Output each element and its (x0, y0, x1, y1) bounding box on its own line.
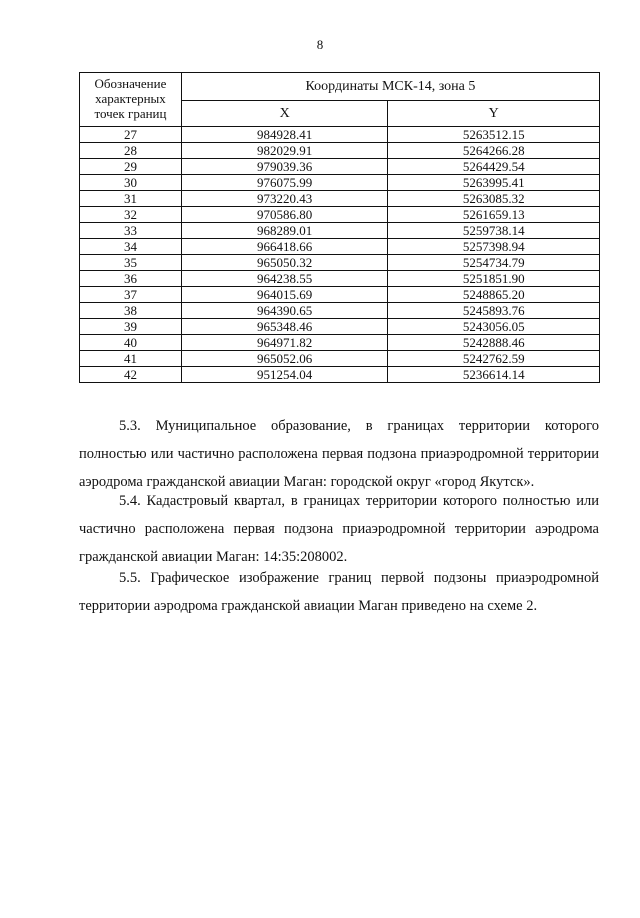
y-coordinate-cell: 5261659.13 (388, 207, 600, 223)
coordinates-table (79, 72, 600, 383)
y-coordinate-cell: 5263085.32 (388, 191, 600, 207)
paragraph-5-4: 5.4. Кадастровый квартал, в границах территории которого полностью или частично расположена первая подзона приаэродромной территории аэродрома гражданской авиации Маган: 14:35:208002. (79, 493, 599, 565)
point-number-cell: 39 (80, 319, 182, 335)
x-coordinate-cell: 970586.80 (181, 207, 388, 223)
point-number-cell: 34 (80, 239, 182, 255)
table-row (80, 319, 600, 335)
table-row (80, 239, 600, 255)
x-coordinate-cell: 968289.01 (181, 223, 388, 239)
point-number-cell: 31 (80, 191, 182, 207)
point-number-cell: 27 (80, 127, 182, 143)
table-row (80, 127, 600, 143)
y-coordinate-cell: 5242762.59 (388, 351, 600, 367)
header-y: Y (388, 101, 600, 127)
point-number-cell: 33 (80, 223, 182, 239)
y-coordinate-cell: 5264429.54 (388, 159, 600, 175)
y-coordinate-cell: 5243056.05 (388, 319, 600, 335)
table-row (80, 159, 600, 175)
table-row (80, 303, 600, 319)
paragraph-5-3: 5.3. Муниципальное образование, в границах территории которого полностью или частично расположена первая подзона приаэродромной территории аэродрома гражданской авиации Маган: городской округ «город Якутск». (79, 418, 599, 490)
header-coordinates: Координаты МСК-14, зона 5 (181, 73, 599, 101)
point-number-cell: 42 (80, 367, 182, 383)
x-coordinate-cell: 951254.04 (181, 367, 388, 383)
point-number-cell: 29 (80, 159, 182, 175)
header-x: X (181, 101, 388, 127)
x-coordinate-cell: 984928.41 (181, 127, 388, 143)
table-row (80, 191, 600, 207)
table-row (80, 175, 600, 191)
x-coordinate-cell: 976075.99 (181, 175, 388, 191)
table-body (80, 127, 600, 383)
x-coordinate-cell: 964015.69 (181, 287, 388, 303)
y-coordinate-cell: 5251851.90 (388, 271, 600, 287)
y-coordinate-cell: 5257398.94 (388, 239, 600, 255)
x-coordinate-cell: 966418.66 (181, 239, 388, 255)
table-row (80, 287, 600, 303)
table-row (80, 207, 600, 223)
x-coordinate-cell: 965052.06 (181, 351, 388, 367)
page-number: 8 (316, 37, 324, 52)
point-number-cell: 32 (80, 207, 182, 223)
point-number-cell: 37 (80, 287, 182, 303)
x-coordinate-cell: 965050.32 (181, 255, 388, 271)
table-row (80, 351, 600, 367)
header-designation: Обозначение характерных точек границ (80, 73, 182, 127)
point-number-cell: 38 (80, 303, 182, 319)
y-coordinate-cell: 5264266.28 (388, 143, 600, 159)
x-coordinate-cell: 964390.65 (181, 303, 388, 319)
y-coordinate-cell: 5248865.20 (388, 287, 600, 303)
table-row (80, 223, 600, 239)
x-coordinate-cell: 973220.43 (181, 191, 388, 207)
table-row (80, 335, 600, 351)
x-coordinate-cell: 965348.46 (181, 319, 388, 335)
y-coordinate-cell: 5263512.15 (388, 127, 600, 143)
y-coordinate-cell: 5259738.14 (388, 223, 600, 239)
point-number-cell: 35 (80, 255, 182, 271)
y-coordinate-cell: 5242888.46 (388, 335, 600, 351)
x-coordinate-cell: 982029.91 (181, 143, 388, 159)
x-coordinate-cell: 964971.82 (181, 335, 388, 351)
table-row (80, 143, 600, 159)
x-coordinate-cell: 964238.55 (181, 271, 388, 287)
table-row (80, 255, 600, 271)
point-number-cell: 36 (80, 271, 182, 287)
table-row (80, 367, 600, 383)
point-number-cell: 28 (80, 143, 182, 159)
point-number-cell: 41 (80, 351, 182, 367)
y-coordinate-cell: 5263995.41 (388, 175, 600, 191)
y-coordinate-cell: 5236614.14 (388, 367, 600, 383)
y-coordinate-cell: 5254734.79 (388, 255, 600, 271)
x-coordinate-cell: 979039.36 (181, 159, 388, 175)
point-number-cell: 30 (80, 175, 182, 191)
point-number-cell: 40 (80, 335, 182, 351)
y-coordinate-cell: 5245893.76 (388, 303, 600, 319)
table-row (80, 271, 600, 287)
paragraph-5-5: 5.5. Графическое изображение границ первой подзоны приаэродромной территории аэродрома гражданской авиации Маган приведено на схеме 2. (79, 570, 599, 614)
